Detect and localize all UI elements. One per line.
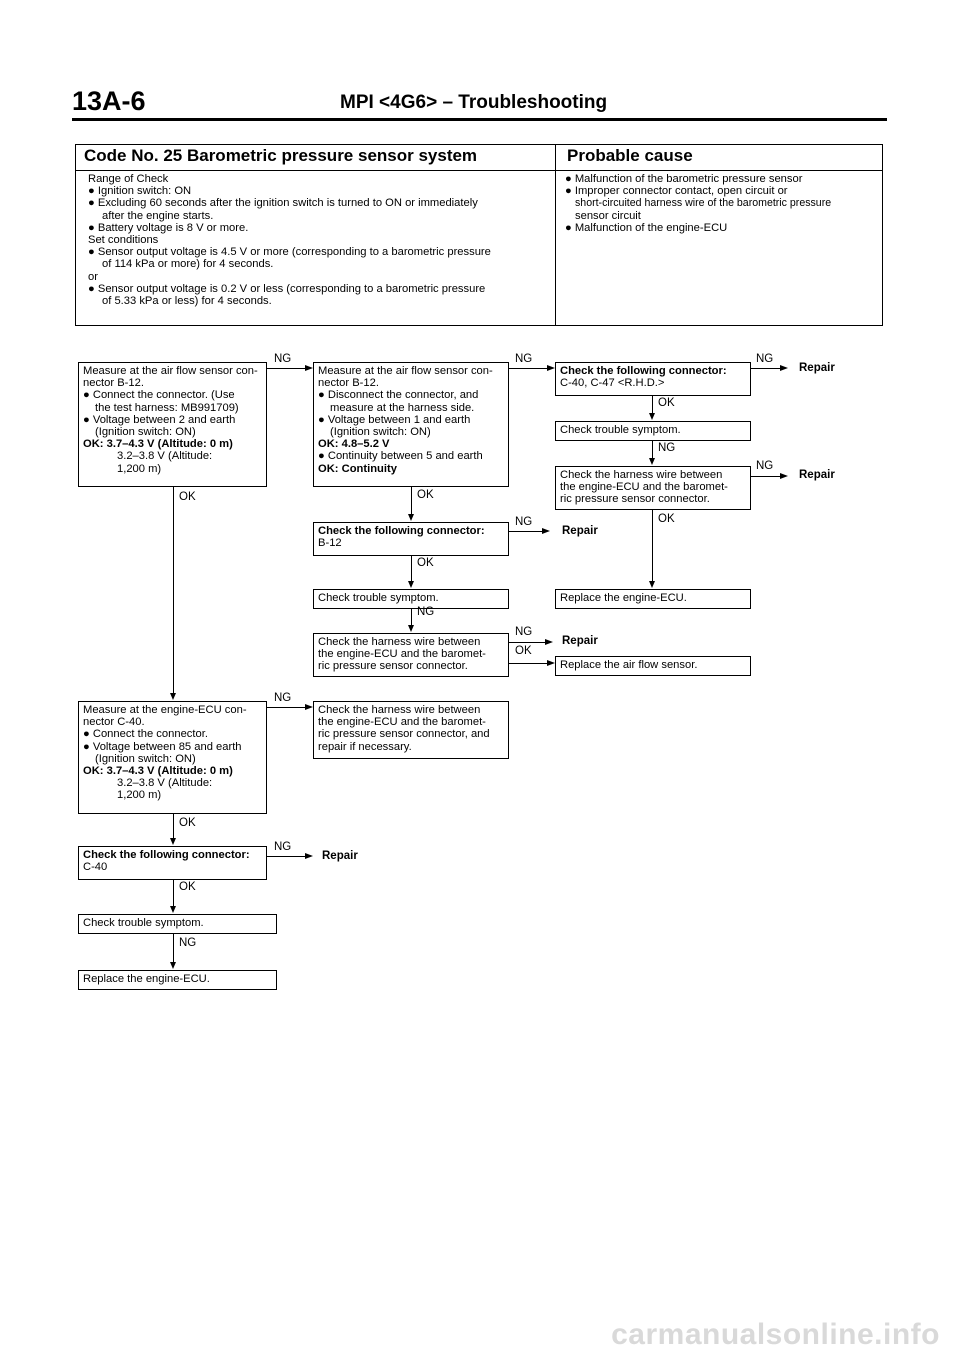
step-line: 3.2–3.8 V (Altitude: xyxy=(117,450,213,463)
connector-line xyxy=(267,707,305,708)
step-measure-airflow-voltage xyxy=(78,362,267,487)
step-replace-engine-ecu xyxy=(78,970,277,990)
step-measure-ecu-connector xyxy=(78,701,267,814)
step-line: ric pressure sensor connector. xyxy=(318,660,468,673)
step-line: Check trouble symptom. xyxy=(560,424,681,436)
arrow-right-icon xyxy=(305,853,313,859)
step-line: 1,200 m) xyxy=(117,462,162,475)
step-check-trouble-symptom xyxy=(555,421,751,441)
step-line: repair if necessary. xyxy=(318,740,412,753)
arrow-down-icon xyxy=(170,962,176,969)
arrow-down-icon xyxy=(649,413,655,420)
step-check-harness-wire xyxy=(313,633,509,677)
step-line: measure at the harness side. xyxy=(330,401,475,414)
step-line: the engine-ECU and the baromet- xyxy=(560,481,728,494)
connector-line xyxy=(652,510,653,582)
cause-line: ● Malfunction of the engine-ECU xyxy=(565,221,728,234)
code-line: ● Sensor output voltage is 4.5 V or more (corresponding to a barometric pressure xyxy=(88,246,491,259)
code-line: or xyxy=(88,270,98,283)
ok-label: OK xyxy=(658,513,675,525)
step-title: Check the following connector: xyxy=(318,525,485,537)
repair-label: Repair xyxy=(799,469,835,481)
step-line: OK: 3.7–4.3 V (Altitude: 0 m) xyxy=(83,438,233,451)
arrow-right-icon xyxy=(305,704,313,710)
connector-line xyxy=(509,663,547,664)
connector-line xyxy=(751,368,781,369)
step-replace-engine-ecu xyxy=(555,589,751,609)
ok-label: OK xyxy=(179,817,196,829)
step-line: Replace the air flow sensor. xyxy=(560,659,698,671)
ng-label: NG xyxy=(274,692,292,704)
arrow-down-icon xyxy=(649,581,655,588)
repair-label: Repair xyxy=(799,362,835,374)
code-line: ● Sensor output voltage is 0.2 V or less (corresponding to a barometric pressure xyxy=(88,282,486,295)
step-line: Replace the engine-ECU. xyxy=(560,592,687,604)
ok-label: OK xyxy=(515,645,532,657)
step-line: nector B-12. xyxy=(318,377,379,390)
step-line: C-40 xyxy=(83,861,108,874)
step-line: OK: Continuity xyxy=(318,462,397,475)
connector-line xyxy=(267,368,305,369)
step-line: nector B-12. xyxy=(83,377,144,390)
step-title: Check the following connector: xyxy=(560,365,727,377)
step-line: ● Connect the connector. (Use xyxy=(83,389,235,402)
step-line: Check trouble symptom. xyxy=(83,917,204,929)
code-table-divider xyxy=(555,144,556,326)
arrow-right-icon xyxy=(542,528,550,534)
ok-label: OK xyxy=(179,491,196,503)
ok-label: OK xyxy=(417,489,434,501)
connector-line xyxy=(509,368,547,369)
step-line: nector C-40. xyxy=(83,716,145,729)
probable-cause-title: Probable cause xyxy=(567,146,693,165)
step-check-trouble-symptom xyxy=(313,589,509,609)
arrow-right-icon xyxy=(305,365,313,371)
step-line: Check the harness wire between xyxy=(318,636,481,648)
step-line: the engine-ECU and the baromet- xyxy=(318,716,486,729)
code-line: after the engine starts. xyxy=(102,209,214,222)
code-table-header-rule xyxy=(75,170,883,171)
code-line: Set conditions xyxy=(88,234,159,247)
step-line: Measure at the air flow sensor con- xyxy=(83,365,258,377)
arrow-right-icon xyxy=(547,660,555,666)
connector-line xyxy=(411,487,412,515)
cause-line: ● Malfunction of the barometric pressure sensor xyxy=(565,173,803,185)
step-title: Check the following connector: xyxy=(83,849,250,861)
connector-line xyxy=(411,556,412,582)
connector-line xyxy=(173,880,174,907)
step-line: ● Continuity between 5 and earth xyxy=(318,450,483,463)
ng-label: NG xyxy=(515,353,533,365)
step-line: ● Voltage between 2 and earth xyxy=(83,413,236,426)
arrow-down-icon xyxy=(170,693,176,700)
repair-label: Repair xyxy=(562,525,598,537)
arrow-down-icon xyxy=(408,581,414,588)
step-check-connector-c40 xyxy=(78,846,267,880)
step-line: ● Disconnect the connector, and xyxy=(318,389,479,402)
arrow-down-icon xyxy=(649,458,655,465)
arrow-right-icon xyxy=(780,365,788,371)
step-line: (Ignition switch: ON) xyxy=(330,426,431,439)
ng-label: NG xyxy=(756,460,774,472)
ng-label: NG xyxy=(274,841,292,853)
probable-cause-text xyxy=(565,173,831,234)
step-replace-air-flow-sensor xyxy=(555,656,751,676)
step-line: ● Voltage between 1 and earth xyxy=(318,413,471,426)
step-check-harness-repair xyxy=(313,701,509,759)
step-line: (Ignition switch: ON) xyxy=(95,752,196,765)
step-line: ● Voltage between 85 and earth xyxy=(83,740,242,753)
connector-line xyxy=(173,934,174,963)
step-line: B-12 xyxy=(318,537,342,550)
ng-label: NG xyxy=(274,353,292,365)
connector-line xyxy=(652,396,653,414)
ng-label: NG xyxy=(756,353,774,365)
step-line: ric pressure sensor connector, and xyxy=(318,728,490,741)
footer-watermark: carmanualsonline.info xyxy=(611,1318,940,1351)
step-line: Check trouble symptom. xyxy=(318,592,439,604)
range-of-check-text xyxy=(88,173,491,307)
header-rule xyxy=(72,118,887,121)
cause-line: sensor circuit xyxy=(575,209,641,222)
connector-line xyxy=(509,642,547,643)
step-line: OK: 4.8–5.2 V xyxy=(318,438,390,451)
connector-line xyxy=(267,856,307,857)
step-line: C-40, C-47 <R.H.D.> xyxy=(560,377,665,390)
repair-label: Repair xyxy=(562,635,598,647)
step-line: Measure at the air flow sensor con- xyxy=(318,365,493,377)
connector-line xyxy=(173,487,174,694)
ok-label: OK xyxy=(658,397,675,409)
step-check-connector-b12 xyxy=(313,522,509,556)
ng-label: NG xyxy=(658,442,676,454)
step-check-trouble-symptom xyxy=(78,914,277,934)
cause-line: ● Improper connector contact, open circuit or xyxy=(565,185,788,198)
step-check-harness-wire xyxy=(555,466,751,510)
connector-line xyxy=(652,441,653,459)
arrow-down-icon xyxy=(408,514,414,521)
step-line: OK: 3.7–4.3 V (Altitude: 0 m) xyxy=(83,765,233,778)
step-measure-airflow-harness xyxy=(313,362,509,487)
step-line: ● Connect the connector. xyxy=(83,728,208,741)
ok-label: OK xyxy=(417,557,434,569)
code-line: ● Battery voltage is 8 V or more. xyxy=(88,221,249,234)
arrow-down-icon xyxy=(408,625,414,632)
ng-label: NG xyxy=(179,937,197,949)
code-line: ● Excluding 60 seconds after the ignition switch is turned to ON or immediately xyxy=(88,197,478,210)
step-line: Check the harness wire between xyxy=(318,704,481,716)
step-line: 1,200 m) xyxy=(117,789,162,802)
ng-label: NG xyxy=(515,516,533,528)
step-line: Measure at the engine-ECU con- xyxy=(83,704,247,716)
step-line: Check the harness wire between xyxy=(560,469,723,481)
ng-label: NG xyxy=(417,606,435,618)
step-check-connector-c40-c47 xyxy=(555,362,751,396)
step-line: 3.2–3.8 V (Altitude: xyxy=(117,777,213,790)
code-line: ● Ignition switch: ON xyxy=(88,185,192,198)
repair-label: Repair xyxy=(322,850,358,862)
step-line: ric pressure sensor connector. xyxy=(560,493,710,506)
arrow-right-icon xyxy=(545,639,553,645)
cause-line: short-circuited harness wire of the barometric pressure xyxy=(575,197,832,210)
ng-label: NG xyxy=(515,626,533,638)
ok-label: OK xyxy=(179,881,196,893)
step-line: the test harness: MB991709) xyxy=(95,401,239,414)
arrow-down-icon xyxy=(170,838,176,845)
code-title: Code No. 25 Barometric pressure sensor system xyxy=(84,146,478,165)
connector-line xyxy=(411,609,412,626)
code-line: of 114 kPa or more) for 4 seconds. xyxy=(102,258,274,271)
step-line: Replace the engine-ECU. xyxy=(83,973,210,985)
arrow-right-icon xyxy=(547,365,555,371)
arrow-down-icon xyxy=(170,906,176,913)
connector-line xyxy=(173,814,174,839)
step-line: (Ignition switch: ON) xyxy=(95,426,196,439)
connector-line xyxy=(751,476,781,477)
page-number: 13A-6 xyxy=(72,86,146,116)
page-title: MPI <4G6> – Troubleshooting xyxy=(340,92,608,113)
step-line: the engine-ECU and the baromet- xyxy=(318,648,486,661)
arrow-right-icon xyxy=(780,473,788,479)
code-line: Range of Check xyxy=(88,173,169,185)
code-line: of 5.33 kPa or less) for 4 seconds. xyxy=(102,295,272,308)
